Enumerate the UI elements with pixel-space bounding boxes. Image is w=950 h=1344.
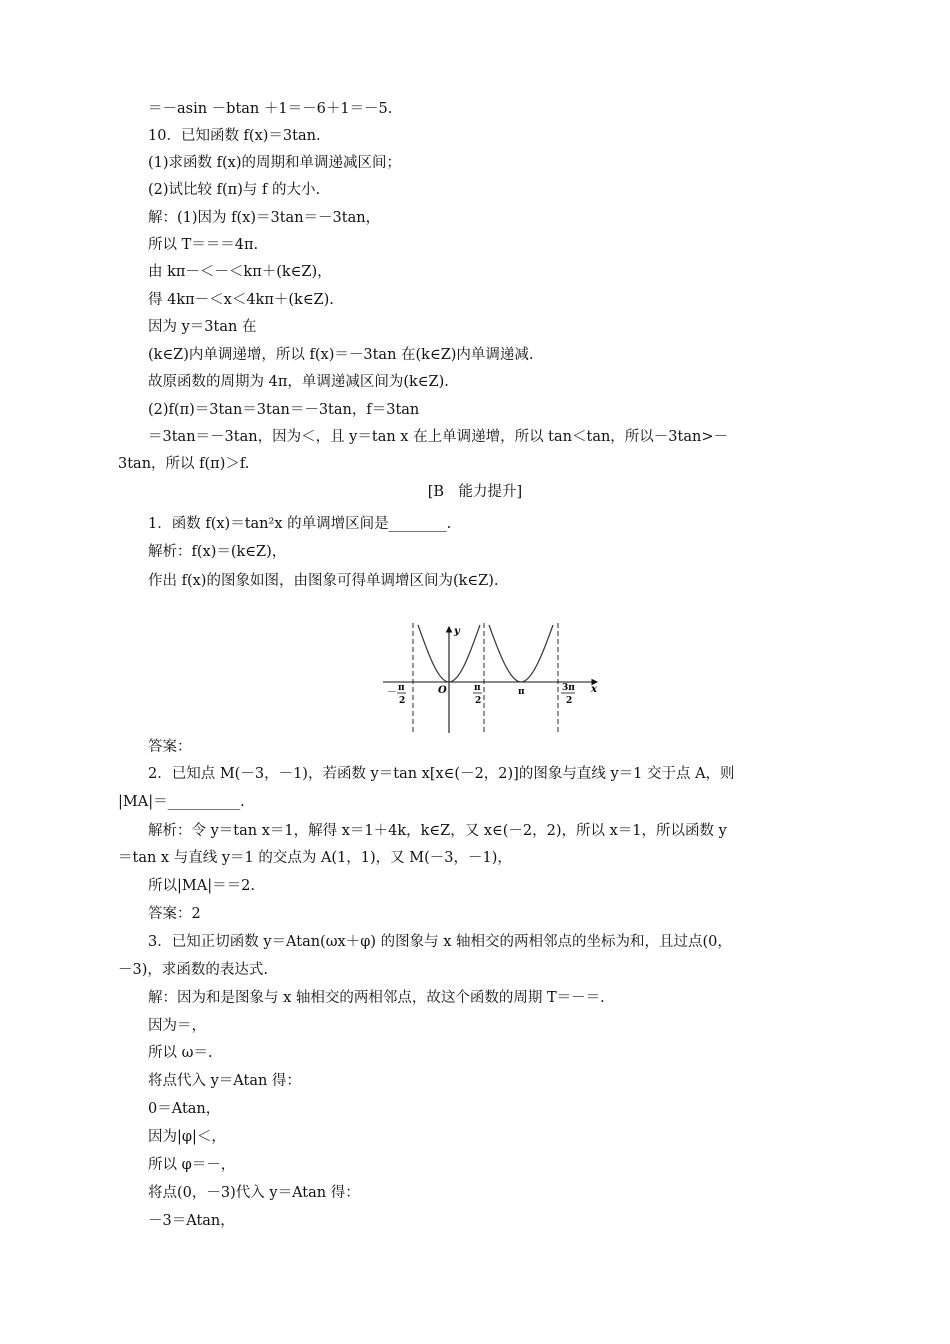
problem-3-title: 3．已知正切函数 y＝Atan(ωx＋φ) 的图象与 x 轴相交的两相邻点的坐标为和，且过点(0， <box>148 934 732 950</box>
text-line: 因为＝， <box>148 1018 206 1034</box>
text-line: (2)f(π)＝3tan＝3tan＝－3tan，f＝3tan <box>148 402 420 418</box>
text-line: ＝3tan＝－3tan，因为＜，且 y＝tan x 在上单调递增，所以 tan＜tan，所以－3tan>－ <box>148 429 728 445</box>
text-line: 由 kπ－＜－＜kπ＋(k∈Z)， <box>148 264 332 280</box>
text-line: 解：(1)因为 f(x)＝3tan＝－3tan， <box>148 210 381 226</box>
tick-label: － <box>387 687 397 698</box>
problem-10-title: 10．已知函数 f(x)＝3tan. <box>148 128 321 144</box>
section-heading: [B 能力提升] <box>427 484 523 500</box>
problem-1-title: 1．函数 f(x)＝tan²x 的单调增区间是________. <box>148 516 452 532</box>
text-line: 0＝Atan， <box>148 1101 221 1117</box>
tan-squared-graph <box>383 623 603 735</box>
text-line: (2)试比较 f(π)与 f 的大小. <box>148 182 321 198</box>
tick-label: 2 <box>566 696 573 706</box>
problem-2-title: 2．已知点 M(－3，－1)，若函数 y＝tan x[x∈(－2，2)]的图象与直线 y＝1 交于点 A，则 <box>148 766 735 782</box>
text-line: 解：因为和是图象与 x 轴相交的两相邻点，故这个函数的周期 T＝－＝. <box>148 990 605 1006</box>
text-line: ＝－asin －btan ＋1＝－6＋1＝－5. <box>148 101 393 117</box>
text-line: 将点(0，－3)代入 y＝Atan 得： <box>148 1185 360 1201</box>
origin-label: O <box>438 685 447 696</box>
text-line: 因为 y＝3tan 在 <box>148 319 257 335</box>
text-line: 所以 ω＝. <box>148 1045 213 1061</box>
text-line: ＝tan x 与直线 y＝1 的交点为 A(1，1)，又 M(－3，－1)， <box>118 850 512 866</box>
text-line: 故原函数的周期为 4π，单调递减区间为(k∈Z). <box>148 374 449 390</box>
text-line: 将点代入 y＝Atan 得： <box>148 1073 301 1089</box>
x-axis-label: x <box>591 684 597 695</box>
text-line: 得 4kπ－＜x＜4kπ＋(k∈Z). <box>148 292 334 308</box>
text-line: 3tan，所以 f(π)＞f. <box>118 456 250 472</box>
tick-label: 2 <box>399 696 406 706</box>
text-line: 所以 φ＝－， <box>148 1157 236 1173</box>
tick-label: 2 <box>475 696 482 706</box>
tick-label: 3π <box>562 683 575 693</box>
text-line: 解析：令 y＝tan x＝1，解得 x＝1＋4k，k∈Z，又 x∈(－2，2)，所以 x＝1，所以函数 y <box>148 823 727 839</box>
tick-label: π <box>398 683 405 693</box>
text-line: 所以 T＝＝＝4π. <box>148 237 259 253</box>
tick-label: π <box>518 687 525 697</box>
text-line: (k∈Z)内单调递增，所以 f(x)＝－3tan 在(k∈Z)内单调递减. <box>148 347 534 363</box>
text-line: 因为|φ|＜， <box>148 1129 226 1145</box>
text-line: 解析：f(x)＝(k∈Z)， <box>148 544 287 560</box>
text-line: 答案：2 <box>148 906 201 922</box>
text-line: －3＝Atan， <box>148 1213 235 1229</box>
y-axis-label: y <box>454 626 460 637</box>
text-line: －3)，求函数的表达式. <box>118 962 268 978</box>
text-line: 答案： <box>148 739 192 755</box>
tick-label: π <box>474 683 481 693</box>
text-line: (1)求函数 f(x)的周期和单调递减区间； <box>148 155 402 171</box>
text-line: 作出 f(x)的图象如图，由图象可得单调增区间为(k∈Z). <box>148 573 499 589</box>
curve-branch <box>489 625 553 682</box>
text-line: |MA|＝__________. <box>118 794 245 810</box>
text-line: 所以|MA|＝＝2. <box>148 878 255 894</box>
